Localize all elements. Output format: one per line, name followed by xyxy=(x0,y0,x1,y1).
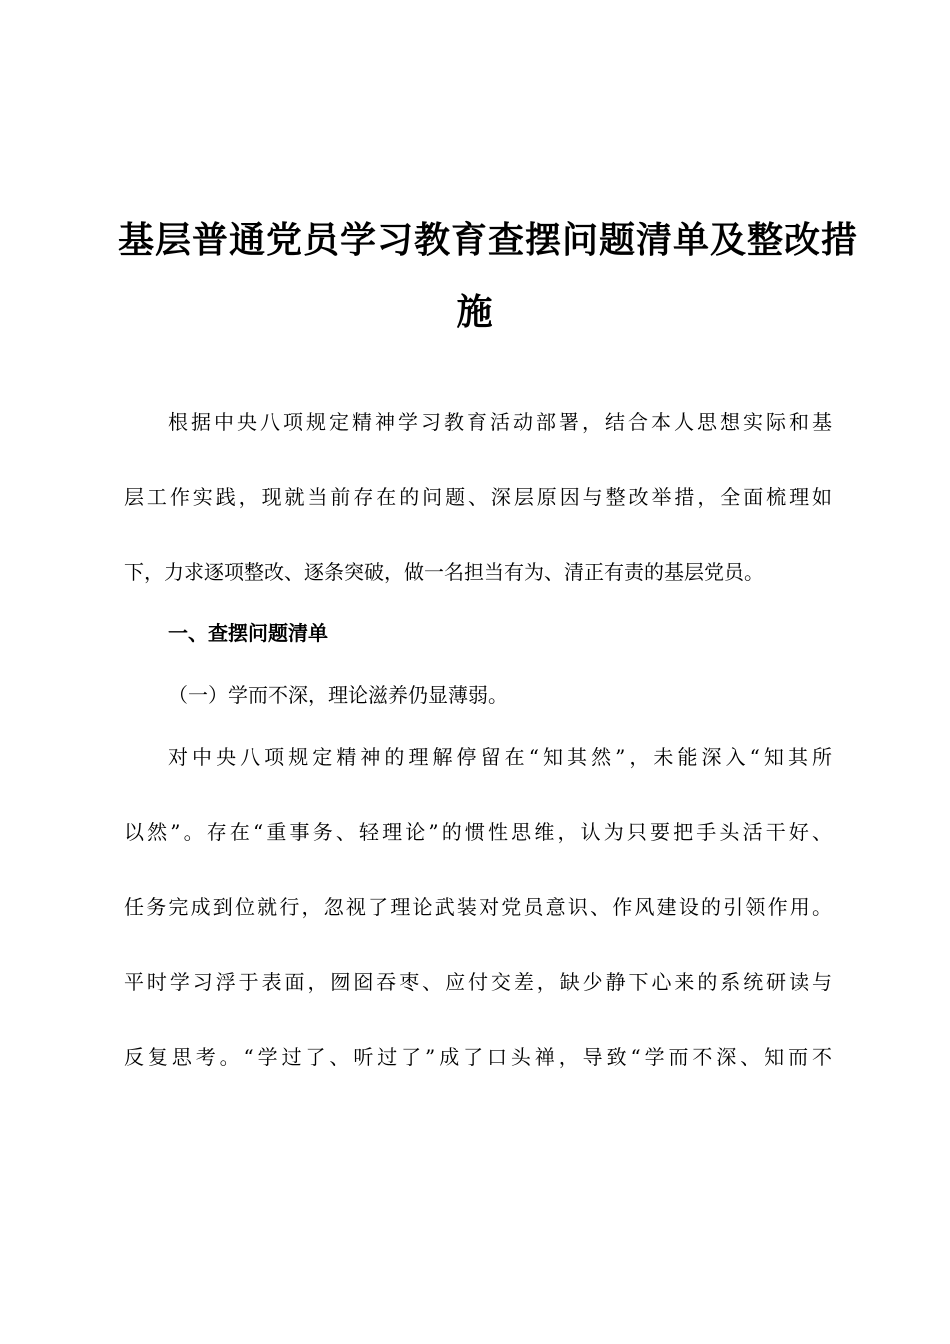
body-paragraph-line: 对中央八项规定精神的理解停留在“知其然”，未能深入“知其所 xyxy=(168,745,832,769)
body-paragraph-line: 任务完成到位就行，忽视了理论武装对党员意识、作风建设的引领作用。 xyxy=(124,895,832,919)
body-paragraph-line: 反复思考。“学过了、听过了”成了口头禅，导致“学而不深、知而不 xyxy=(124,1045,832,1069)
intro-paragraph-line: 根据中央八项规定精神学习教育活动部署，结合本人思想实际和基 xyxy=(168,410,832,434)
subsection-heading: （一）学而不深，理论滋养仍显薄弱。 xyxy=(168,683,508,707)
intro-paragraph-line: 下，力求逐项整改、逐条突破，做一名担当有为、清正有责的基层党员。 xyxy=(124,560,764,584)
body-paragraph-line: 平时学习浮于表面，囫囵吞枣、应付交差，缺少静下心来的系统研读与 xyxy=(124,970,832,994)
section-heading: 一、查摆问题清单 xyxy=(168,621,328,645)
document-title-line-1: 基层普通党员学习教育查摆问题清单及整改措 xyxy=(118,219,859,261)
document-title-line-2: 施 xyxy=(456,291,494,333)
intro-paragraph-line: 层工作实践，现就当前存在的问题、深层原因与整改举措，全面梳理如 xyxy=(124,485,832,509)
body-paragraph-line: 以然”。存在“重事务、轻理论”的惯性思维，认为只要把手头活干好、 xyxy=(124,820,832,844)
